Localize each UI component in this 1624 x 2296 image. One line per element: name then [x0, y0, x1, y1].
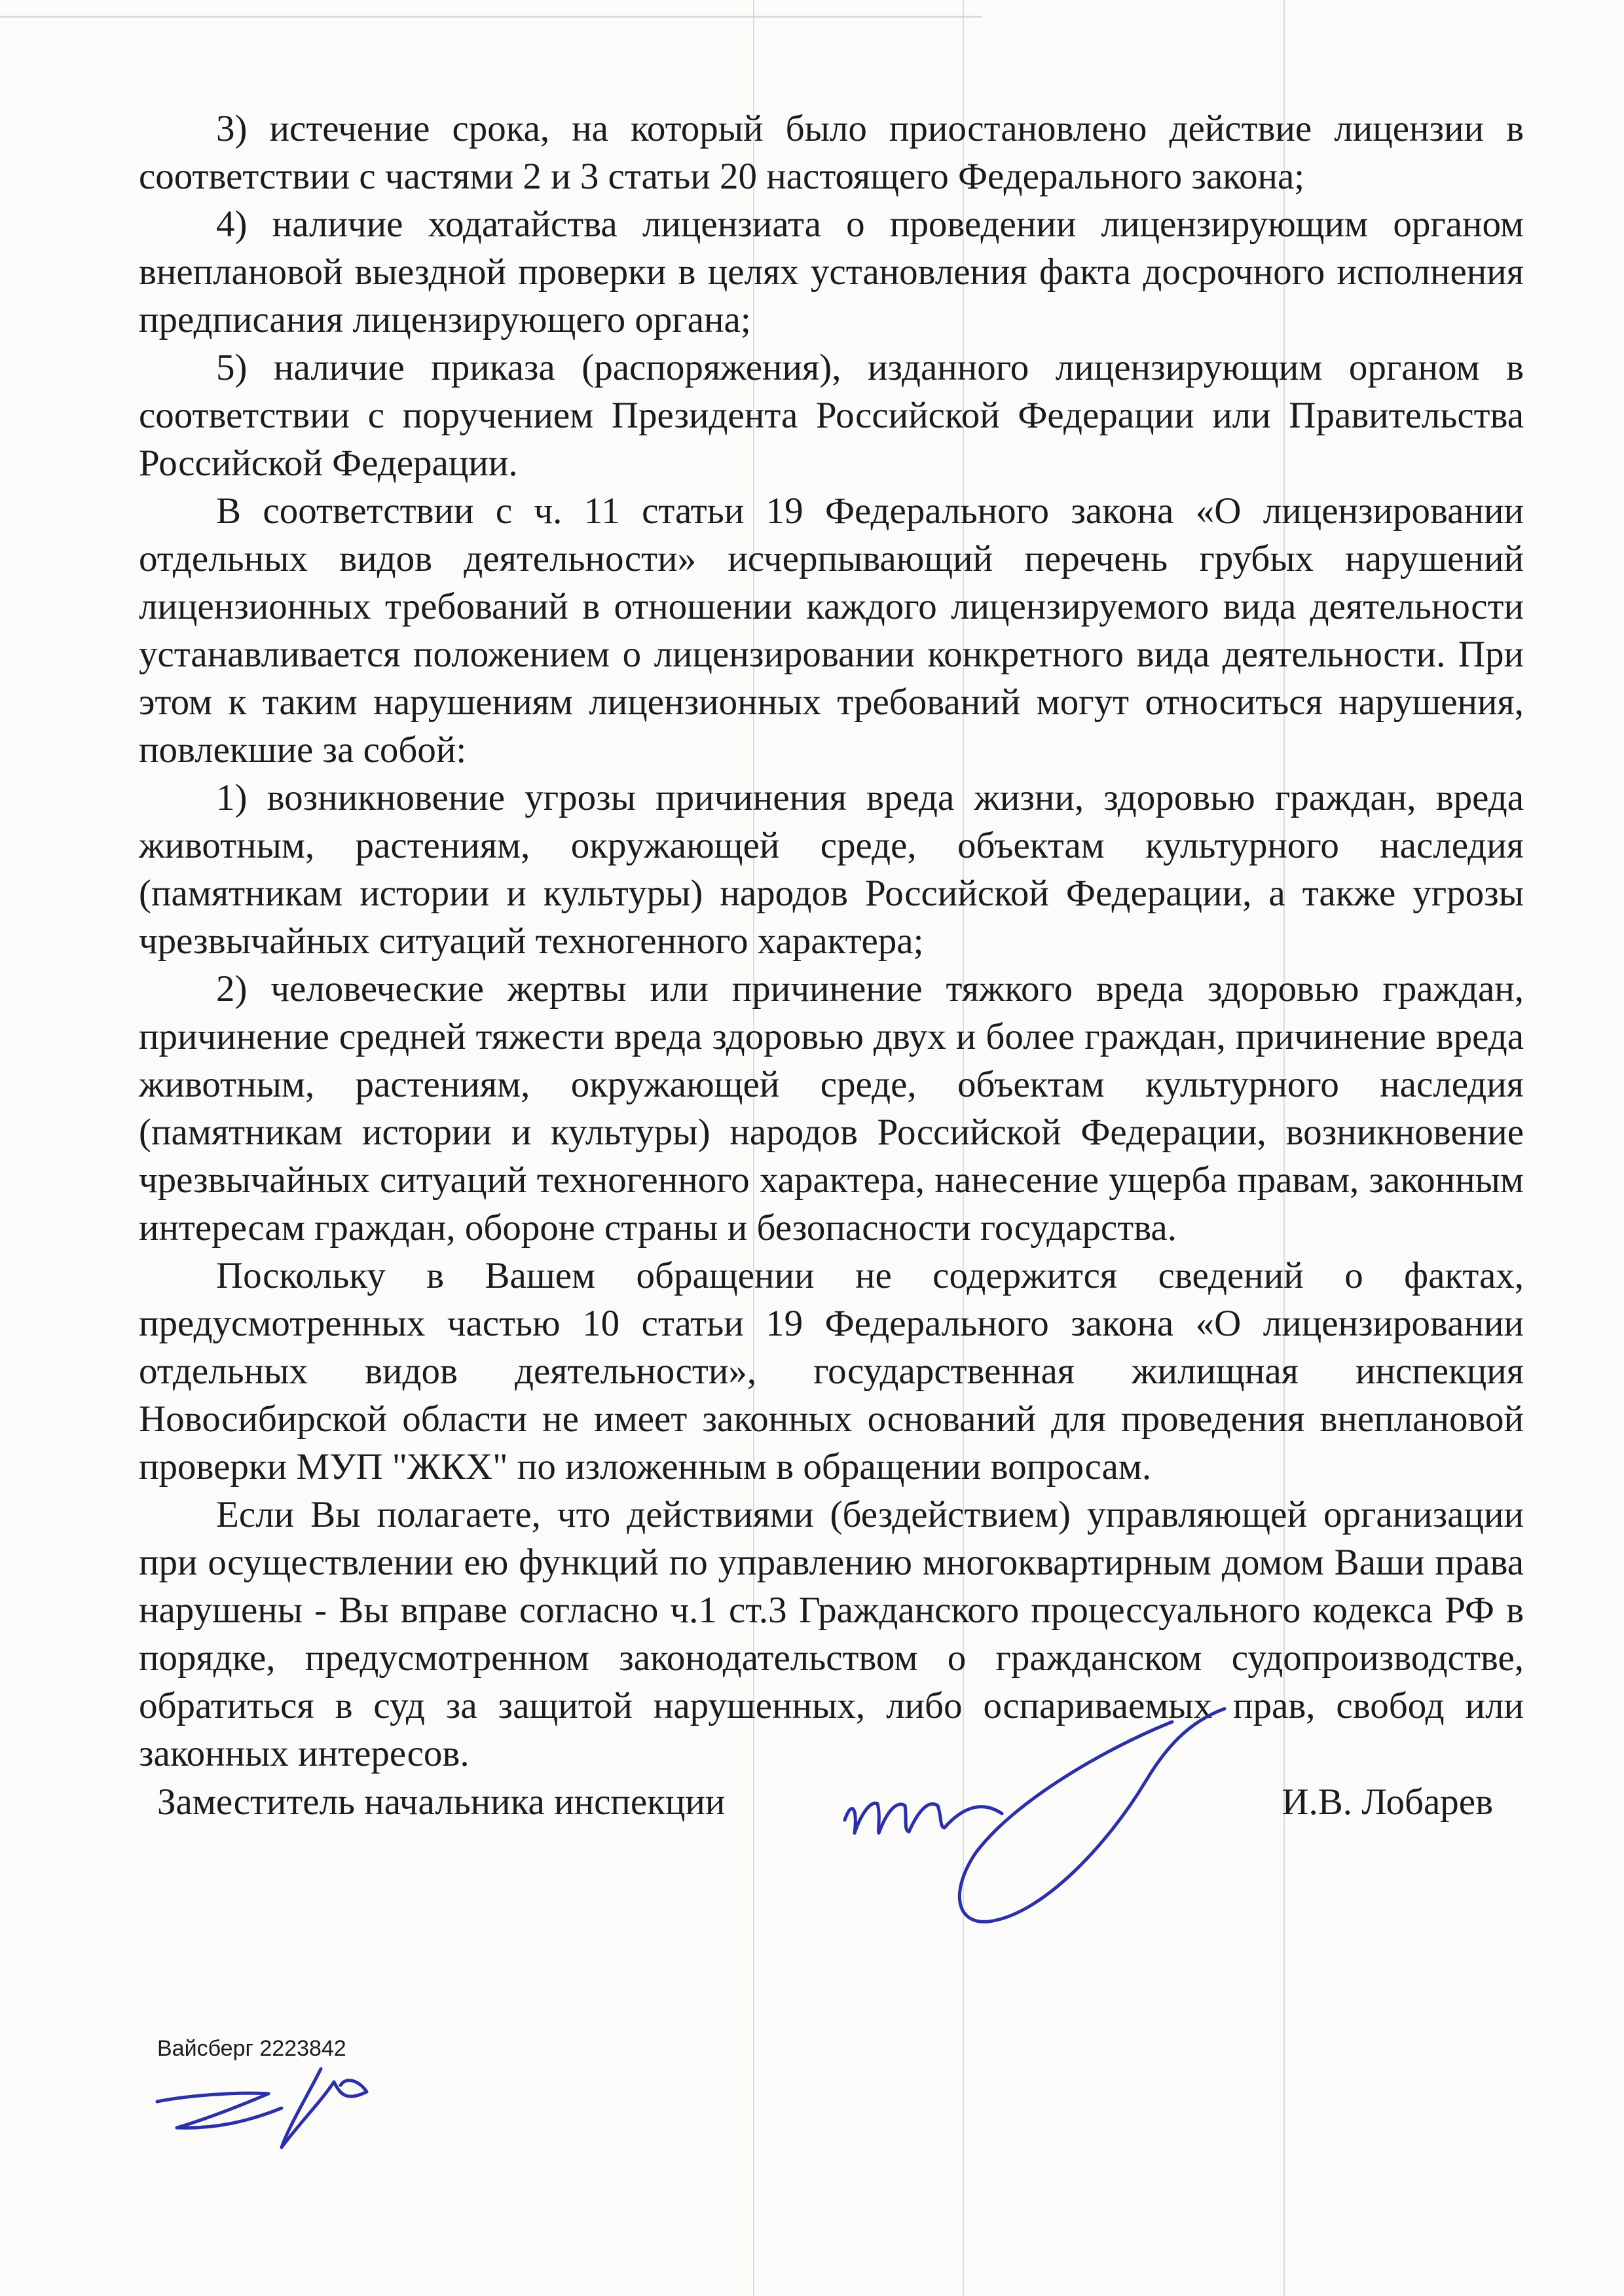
paragraph: Поскольку в Вашем обращении не содержится сведений о фактах, предусмотренных частью 10 статьи 19 Федерального закона «О лицензировании отдельных видов деятельности», государственная жилищная инспекция Новосибирской области не имеет законных оснований для проведения внеплановой проверки МУП "ЖКХ" по изложенным в обращении вопросам. — [139, 1255, 1524, 1487]
signature-icon — [151, 2056, 426, 2154]
executor-note: Вайсберг 2223842 — [157, 2036, 346, 2061]
paragraph: 4) наличие ходатайства лицензиата о проведении лицензирующим органом внеплановой выездной проверки в целях установления факта досрочного исполнения предписания лицензирующего органа; — [139, 204, 1524, 340]
signatory-name: И.В. Лобарев — [1282, 1781, 1493, 1823]
paragraph: Если Вы полагаете, что действиями (бездействием) управляющей организации при осуществлении ею функций по управлению многоквартирным домом Ваши права нарушены - Вы вправе согласно ч.1 ст.3 Гражданского процессуального кодекса РФ в порядке, предусмотренном законодательством о гражданском судопроизводстве, обратиться в суд за защитой нарушенных, либо оспариваемых прав, свобод или законных интересов. — [139, 1494, 1524, 1774]
scan-artifact-line — [0, 16, 982, 18]
paragraph: В соответствии с ч. 11 статьи 19 Федерального закона «О лицензировании отдельных видов деятельности» исчерпывающий перечень грубых нарушений лицензионных требований в отношении каждого лицензируемого вида деятельности устанавливается положением о лицензировании конкретного вида деятельности. При этом к таким нарушениям лицензионных требований могут относиться нарушения, повлекшие за собой: — [139, 490, 1524, 771]
signatory-title: Заместитель начальника инспекции — [157, 1781, 726, 1823]
signature-icon — [832, 1702, 1290, 1964]
paragraph: 3) истечение срока, на который было приостановлено действие лицензии в соответствии с частями 2 и 3 статьи 20 настоящего Федерального закона; — [139, 108, 1524, 197]
letter-body — [139, 105, 1524, 1777]
paragraph: 1) возникновение угрозы причинения вреда жизни, здоровью граждан, вреда животным, растениям, окружающей среде, объектам культурного наследия (памятникам истории и культуры) народов Российской Федерации, а также угрозы чрезвычайных ситуаций техногенного характера; — [139, 777, 1524, 962]
paragraph: 5) наличие приказа (распоряжения), изданного лицензирующим органом в соответствии с поручением Президента Российской Федерации или Правительства Российской Федерации. — [139, 347, 1524, 484]
paragraph: 2) человеческие жертвы или причинение тяжкого вреда здоровью граждан, причинение средней тяжести вреда здоровью двух и более граждан, причинение вреда животным, растениям, окружающей среде, объектам культурного наследия (памятникам истории и культуры) народов Российской Федерации, возникновение чрезвычайных ситуаций техногенного характера, нанесение ущерба правам, законным интересам граждан, обороне страны и безопасности государства. — [139, 968, 1524, 1248]
